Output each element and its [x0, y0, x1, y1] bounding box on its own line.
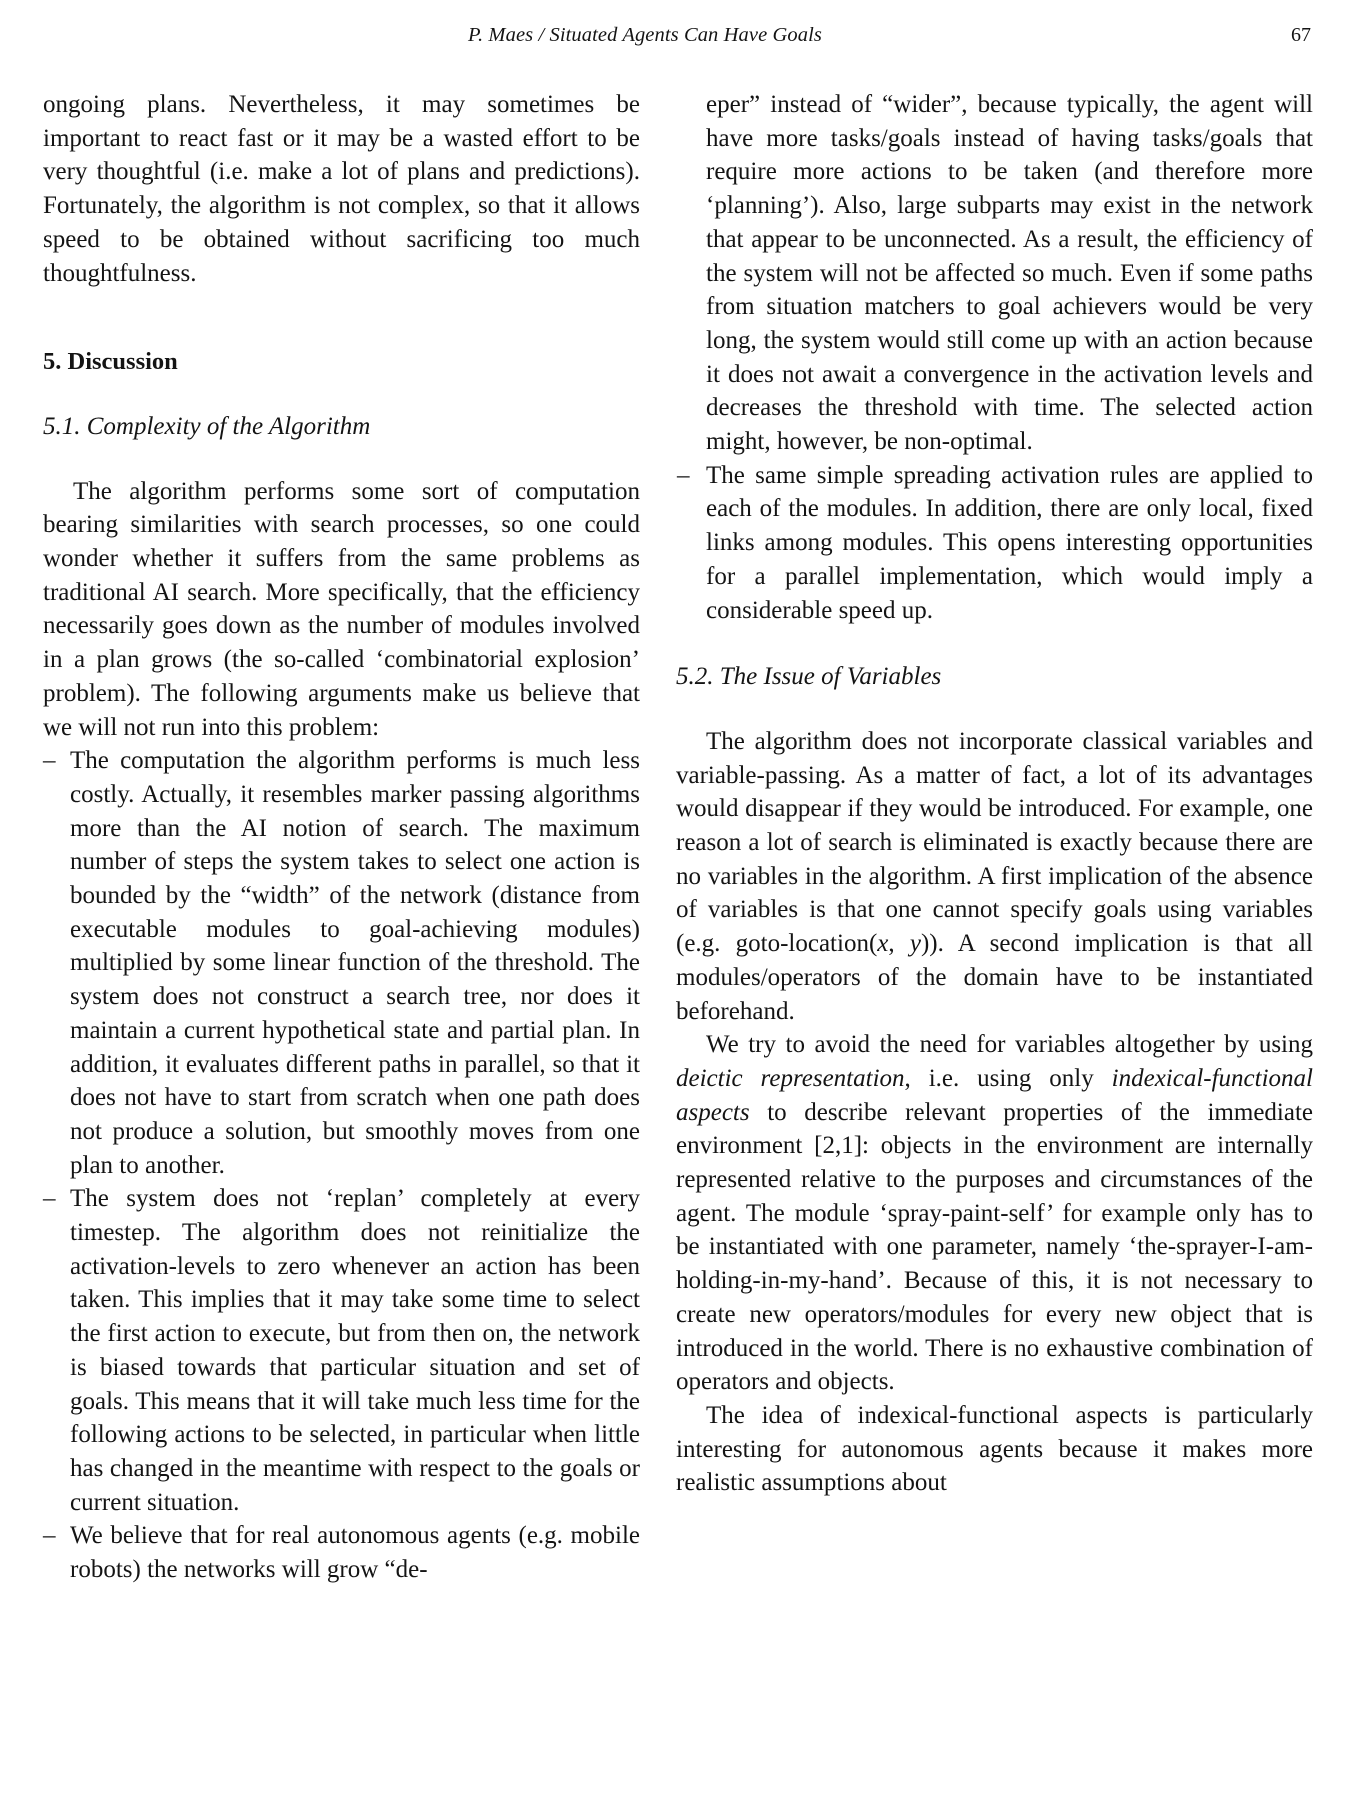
dash-bullet-icon: –: [677, 461, 690, 489]
variables-paragraph-text: The algorithm does not incorporate classical variables and variable-passing. As a matter of fact, a lot of its advantages would disappear if they would be introduced. For example, one reason a lot of search is eliminated is exactly because there are no variables in the algorithm. A first implication of the absence of variables is that one cannot specify goals using variables (e.g. goto-location(: [676, 727, 1313, 958]
running-title: P. Maes / Situated Agents Can Have Goals: [468, 24, 822, 46]
deictic-paragraph-end: to describe relevant properties of the immediate environment [2,1]: objects in the environment are internally represented relative to the purposes and circumstances of the agent. The module ‘spray-paint-self’ for example only has to be instantiated with one parameter, namely ‘the-sprayer-I-am-holding-in-my-hand’. Because of this, it is not necessary to create new operators/modules for every new object that is introduced in the world. There is no exhaustive combination of operators and objects.: [676, 1098, 1313, 1396]
separator-comma: ,: [888, 930, 910, 958]
list-item-text: The computation the algorithm performs is much less costly. Actually, it resembles marker passing algorithms more than the AI notion of search. The maximum number of steps the system takes to select one action is bounded by the “width” of the network (distance from executable modules to goal-achieving modules) multiplied by some linear function of the threshold. The system does not construct a search tree, nor does it maintain a current hypothetical state and partial plan. In addition, it evaluates different paths in parallel, so that it does not have to start from scratch when one path does not produce a solution, but smoothly moves from one plan to another.: [70, 747, 640, 1179]
opening-paragraph: ongoing plans. Nevertheless, it may sometimes be important to react fast or it may be a wasted effort to be very thoughtful (i.e. make a lot of plans and predictions). Fortunately, the algorithm is not complex, so that it allows speed to be obtained without sacrificing too much thoughtfulness.: [43, 91, 640, 287]
list-item-text: We believe that for real autonomous agents (e.g. mobile robots) the networks will grow “de-: [70, 1522, 640, 1584]
deictic-paragraph-mid: , i.e. using only: [904, 1064, 1112, 1092]
dash-bullet-icon: –: [43, 1522, 56, 1550]
term-deictic-representation: deictic representation: [676, 1064, 905, 1092]
argument-list: [43, 744, 640, 1587]
page-number: 67: [1291, 24, 1311, 46]
list-item-text: The system does not ‘replan’ completely at every timestep. The algorithm does not reinitialize the activation-levels to zero whenever an action has been taken. This implies that it may take some time to select the first action to execute, but from then on, the network is biased towards that particular situation and set of goals. This means that it will take much less time for the following actions to be selected, in particular when little has changed in the meantime with respect to the goals or current situation.: [70, 1185, 640, 1516]
variable-x: x: [877, 930, 889, 958]
deictic-paragraph: [676, 1028, 1313, 1399]
indexical-paragraph: The idea of indexical-functional aspects is particularly interesting for autonomous agents because it makes more realistic assumptions about: [676, 1402, 1313, 1497]
list-item: [677, 459, 1313, 628]
left-column: [43, 88, 640, 1587]
variable-y: y: [909, 930, 921, 958]
dash-bullet-icon: –: [43, 747, 56, 775]
subsection-heading-complexity: 5.1. Complexity of the Algorithm: [43, 412, 371, 440]
variables-paragraph: [676, 725, 1313, 1028]
deictic-paragraph-text: We try to avoid the need for variables altogether by using: [706, 1031, 1313, 1059]
list-item-text: The same simple spreading activation rules are applied to each of the modules. In addition, there are only local, fixed links among modules. This opens interesting opportunities for a parallel implementation, which would imply a considerable speed up.: [706, 461, 1313, 624]
list-item: [43, 1182, 640, 1519]
list-item: [43, 1519, 640, 1586]
right-column: [676, 88, 1313, 1500]
section-heading-discussion: 5. Discussion: [43, 348, 178, 376]
dash-bullet-icon: –: [43, 1185, 56, 1213]
subsection-heading-variables: 5.2. The Issue of Variables: [676, 663, 942, 691]
complexity-intro-paragraph: The algorithm performs some sort of computation bearing similarities with search processes, so one could wonder whether it suffers from the same problems as traditional AI search. More specifically, that the efficiency necessarily goes down as the number of modules involved in a plan grows (the so-called ‘combinatorial explosion’ problem). The following arguments make us believe that we will not run into this problem:: [43, 477, 640, 741]
list-item: [43, 744, 640, 1182]
argument-list-continued: [677, 459, 1313, 628]
variables-paragraph-end: )). A second implication is that all modules/operators of the domain have to be instantiated beforehand.: [676, 930, 1313, 1025]
running-head: [0, 22, 1350, 52]
term-indexical-functional-aspects: indexical-functional aspects: [676, 1064, 1313, 1126]
list-item-continuation: eper” instead of “wider”, because typically, the agent will have more tasks/goals instead of having tasks/goals that require more actions to be taken (and therefore more ‘planning’). Also, large subparts may exist in the network that appear to be unconnected. As a result, the efficiency of the system will not be affected so much. Even if some paths from situation matchers to goal achievers would be very long, the system would still come up with an action because it does not await a convergence in the activation levels and decreases the threshold with time. The selected action might, however, be non-optimal.: [706, 91, 1313, 456]
